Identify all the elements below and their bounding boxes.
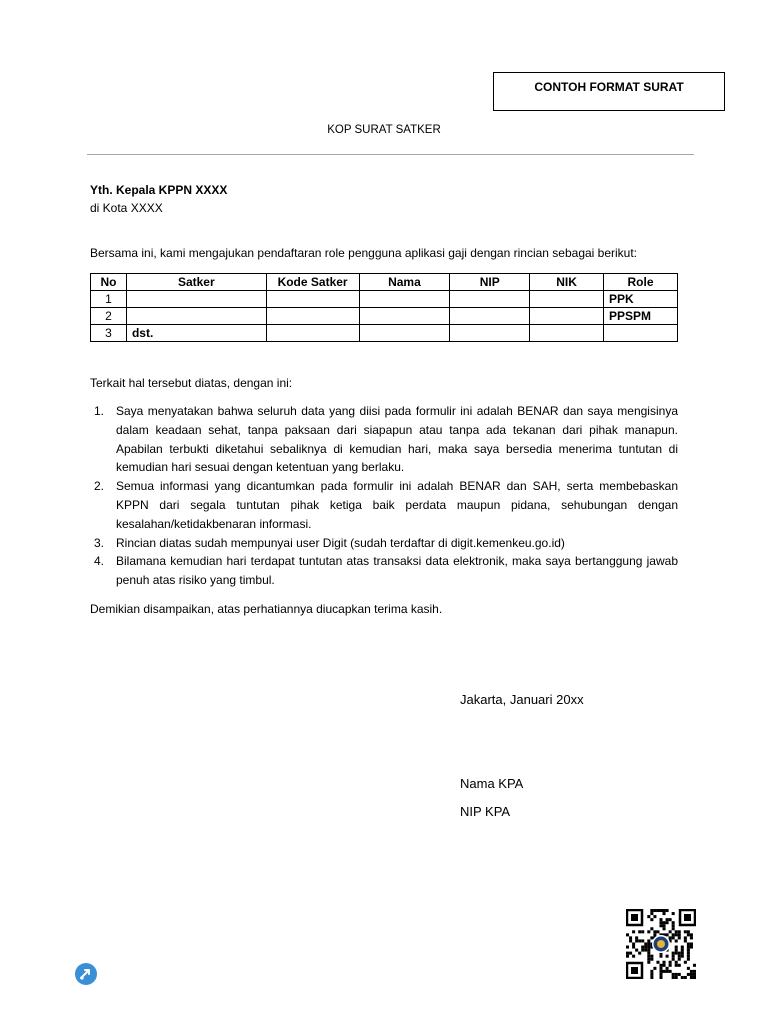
cell-kode-satker [266, 325, 359, 342]
table-header-row [91, 274, 678, 291]
statement-number: 4. [94, 554, 105, 569]
closing-paragraph: Demikian disampaikan, atas perhatiannya diucapkan terima kasih. [90, 602, 443, 616]
intro-paragraph: Bersama ini, kami mengajukan pendaftaran role pengguna aplikasi gaji dengan rincian sebagai berikut: [90, 246, 638, 260]
cell-nik [530, 291, 604, 308]
cell-nip [450, 291, 530, 308]
table-row [91, 308, 678, 325]
statement-text: Bilamana kemudian hari terdapat tuntutan atas transaksi data elektronik, maka saya bertanggung jawab penuh atas risiko yang timbul. [116, 554, 678, 588]
cell-nik [530, 325, 604, 342]
table-row [91, 325, 678, 342]
signature-place-date: Jakarta, Januari 20xx [460, 692, 584, 707]
cell-nik [530, 308, 604, 325]
cell-satker [126, 291, 266, 308]
kop-surat-title: KOP SURAT SATKER [327, 124, 441, 136]
list-item [90, 477, 678, 533]
cell-nip [450, 325, 530, 342]
statement-text: Semua informasi yang dicantumkan pada formulir ini adalah BENAR dan SAH, serta membebaskan KPPN dari segala tuntutan pihak ketiga baik perdata maupun pidana, sehubungan dengan kesalahan/ketidakbenaran informasi. [116, 479, 678, 531]
col-header-role: Role [604, 274, 678, 291]
list-item [90, 534, 678, 553]
header-divider [87, 154, 694, 155]
col-header-nama: Nama [359, 274, 450, 291]
cell-role: PPSPM [604, 308, 678, 325]
qr-code-icon [626, 909, 696, 979]
cell-kode-satker [266, 308, 359, 325]
statement-number: 3. [94, 535, 105, 550]
cell-nama [359, 325, 450, 342]
recipient-line-2: di Kota XXXX [90, 201, 163, 215]
col-header-kode-satker: Kode Satker [266, 274, 359, 291]
cell-role [604, 325, 678, 342]
format-label: CONTOH FORMAT SURAT [493, 72, 725, 111]
cell-role: PPK [604, 291, 678, 308]
statement-list [90, 402, 678, 590]
recipient-line-1: Yth. Kepala KPPN XXXX [90, 183, 228, 197]
signature-nip: NIP KPA [460, 804, 511, 819]
table-row [91, 291, 678, 308]
cell-no: 2 [91, 308, 127, 325]
col-header-nip: NIP [450, 274, 530, 291]
statement-number: 1. [94, 404, 105, 418]
cell-nip [450, 308, 530, 325]
cell-nama [359, 291, 450, 308]
cell-no: 1 [91, 291, 127, 308]
statement-text: Saya menyatakan bahwa seluruh data yang diisi pada formulir ini adalah BENAR dan saya mengisinya dalam keadaan sehat, tanpa paksaan dari siapapun atau tanpa ada tekanan dari pihak manapun. Apabilan terbukti diketahui sebaliknya di kemudian hari, maka saya bersedia menerima tuntutan di kemudian hari sesuai dengan ketentuan yang berlaku. [116, 404, 678, 475]
cell-nama [359, 308, 450, 325]
col-header-no: No [91, 274, 127, 291]
signature-name: Nama KPA [460, 776, 524, 791]
cell-no: 3 [91, 325, 127, 342]
recipient-block [90, 181, 227, 217]
list-item [90, 402, 678, 477]
statement-number: 2. [94, 479, 105, 494]
role-registration-table [90, 273, 678, 342]
list-item [90, 552, 678, 590]
share-badge-icon [74, 962, 98, 986]
cell-satker: dst. [126, 325, 266, 342]
cell-satker [126, 308, 266, 325]
col-header-satker: Satker [126, 274, 266, 291]
col-header-nik: NIK [530, 274, 604, 291]
statement-text: Rincian diatas sudah mempunyai user Digit (sudah terdaftar di digit.kemenkeu.go.id) [116, 535, 565, 550]
terkait-paragraph: Terkait hal tersebut diatas, dengan ini: [90, 376, 293, 390]
cell-kode-satker [266, 291, 359, 308]
